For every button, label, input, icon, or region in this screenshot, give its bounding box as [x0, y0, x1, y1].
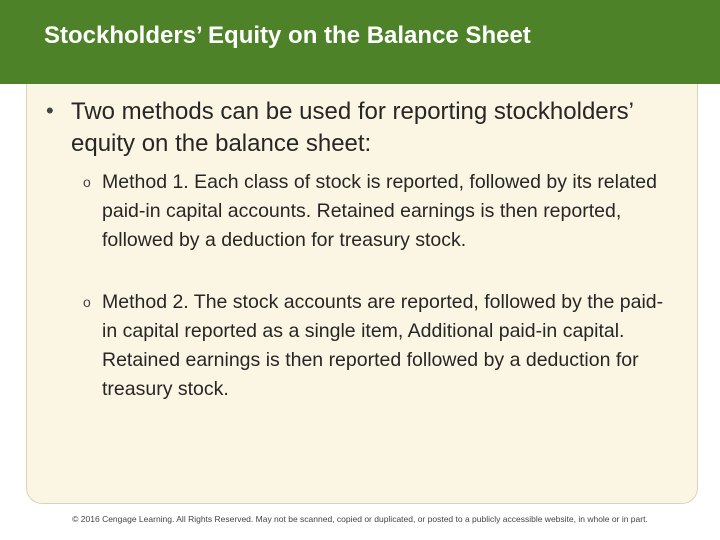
bullet-dot-icon: •	[46, 98, 54, 123]
main-bullet-text: Two methods can be used for reporting stockholders’ equity on the balance sheet:	[71, 98, 634, 157]
circle-bullet-icon: o	[83, 174, 91, 190]
slide-title: Stockholders’ Equity on the Balance Sheet	[44, 22, 531, 49]
sub-bullet-text: Method 1. Each class of stock is reported, followed by its related paid-in capital accounts. Retained earnings is then reported, followed by a deduction for treasury stock.	[102, 171, 657, 251]
copyright-footer: © 2016 Cengage Learning. All Rights Reserved. May not be scanned, copied or duplicated, or posted to a publicly accessible website, in whole or in part.	[72, 514, 648, 524]
sub-bullet-text: Method 2. The stock accounts are reported, followed by the paid-in capital reported as a single item, Additional paid-in capital. Retained earnings is then reported followed by a deduction for treasury stock.	[102, 291, 664, 400]
circle-bullet-icon: o	[83, 294, 91, 310]
title-bar	[0, 0, 720, 84]
